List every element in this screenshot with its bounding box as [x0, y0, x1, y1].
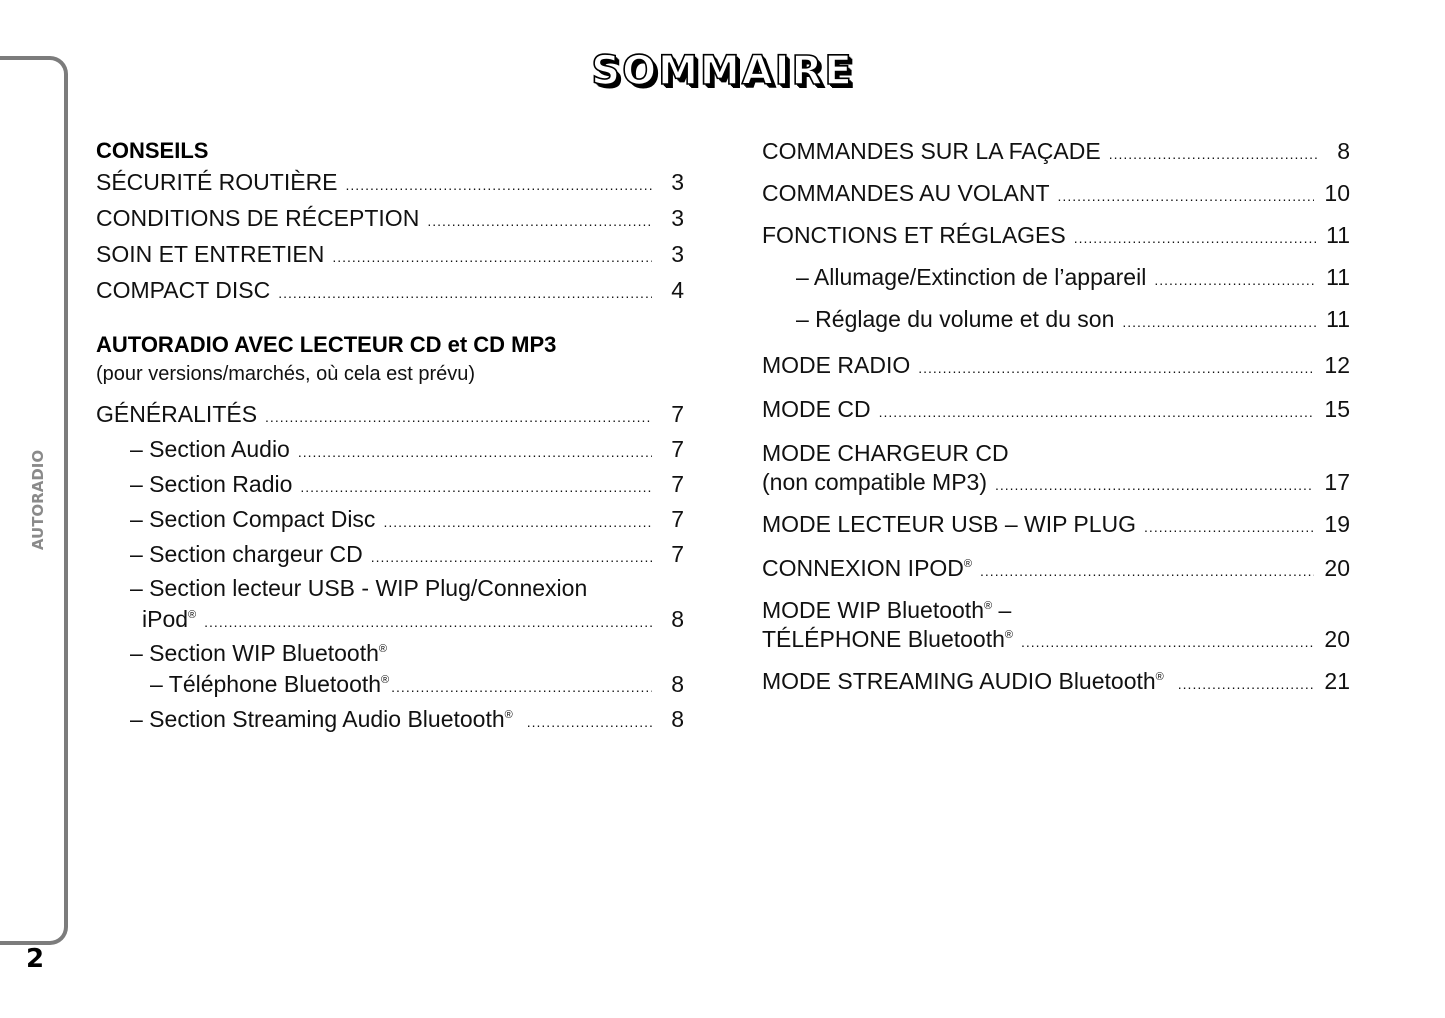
toc-entry-page: 7 — [671, 541, 684, 567]
dot-leader — [427, 205, 652, 238]
toc-entry-page: 8 — [671, 606, 684, 632]
toc-entry[interactable] — [96, 274, 684, 310]
toc-entry-text-line2: (non compatible MP3) — [762, 469, 987, 495]
dot-leader — [383, 506, 652, 538]
toc-entry-text: – Allumage/Extinction de l’appareil — [796, 264, 1147, 290]
toc-entry[interactable] — [96, 166, 684, 202]
toc-entry-line2 — [96, 668, 684, 703]
registered-mark: ® — [188, 609, 197, 621]
registered-mark: ® — [504, 709, 513, 721]
registered-mark: ® — [963, 558, 973, 570]
dot-leader — [527, 706, 652, 738]
toc-entry[interactable] — [762, 220, 1350, 254]
dot-leader — [371, 541, 652, 573]
dot-leader — [1154, 265, 1316, 296]
toc-entry-text: COMMANDES SUR LA FAÇADE — [762, 138, 1101, 164]
dot-leader — [332, 241, 652, 274]
toc-entry-page: 20 — [1324, 626, 1350, 652]
toc-entry[interactable] — [762, 178, 1350, 212]
toc-entry[interactable] — [762, 394, 1350, 428]
toc-entry-text: COMMANDES AU VOLANT — [762, 180, 1050, 206]
toc-entry-text: MODE RADIO — [762, 352, 911, 378]
dot-leader — [204, 606, 652, 638]
registered-mark: ® — [381, 674, 390, 686]
dot-leader — [1144, 512, 1314, 543]
toc-entry-text: GÉNÉRALITÉS — [96, 401, 258, 427]
toc-entry-text-line1: MODE WIP Bluetooth — [762, 597, 984, 623]
toc-entry-text: – Section Audio — [130, 436, 290, 462]
dot-leader — [980, 556, 1314, 587]
toc-entry-page: 11 — [1326, 264, 1350, 290]
toc-entry[interactable] — [96, 238, 684, 274]
dot-leader — [391, 671, 652, 703]
dot-leader — [346, 169, 652, 202]
toc-entry-line2 — [762, 468, 1350, 499]
toc-entry-page: 8 — [671, 671, 684, 697]
toc-entry[interactable] — [96, 398, 684, 433]
toc-entry-page: 12 — [1324, 352, 1350, 378]
toc-entry[interactable] — [96, 538, 684, 573]
toc-entry-page: 17 — [1324, 469, 1350, 495]
toc-entry[interactable] — [96, 433, 684, 468]
registered-mark: ® — [1004, 629, 1014, 641]
dot-leader — [298, 436, 652, 468]
toc-entry[interactable] — [762, 304, 1350, 338]
toc-entry-text: – Section Compact Disc — [130, 506, 376, 532]
registered-mark: ® — [984, 600, 993, 612]
toc-entry-text: CONDITIONS DE RÉCEPTION — [96, 205, 420, 231]
toc-entry[interactable] — [96, 703, 684, 738]
toc-entry-text-line2: – Téléphone Bluetooth — [150, 671, 382, 697]
section-side-label: AUTORADIO — [29, 449, 47, 551]
toc-entry[interactable] — [762, 350, 1350, 384]
toc-entry-page: 19 — [1324, 511, 1350, 537]
registered-mark: ® — [378, 643, 387, 655]
toc-entry-text: MODE CD — [762, 396, 871, 422]
toc-entry-page: 20 — [1324, 555, 1350, 581]
toc-entry-line1-suffix: – — [992, 597, 1012, 623]
toc-entry-page: 3 — [671, 205, 684, 231]
toc-entry-page: 4 — [671, 277, 684, 303]
toc-right-column — [762, 136, 1350, 708]
registered-mark: ® — [1155, 671, 1164, 683]
toc-entry-page: 11 — [1326, 222, 1350, 248]
toc-entry-page: 11 — [1326, 306, 1350, 332]
toc-entry-text: – Réglage du volume et du son — [796, 306, 1115, 332]
toc-entry-text-line2: iPod — [142, 606, 189, 632]
toc-entry[interactable] — [762, 262, 1350, 296]
dot-leader — [1058, 181, 1315, 212]
toc-entry[interactable] — [762, 666, 1350, 700]
toc-entry-page: 3 — [671, 241, 684, 267]
toc-entry-page: 8 — [1337, 138, 1350, 164]
toc-left-column — [96, 136, 684, 738]
toc-entry[interactable] — [96, 468, 684, 503]
toc-entry[interactable] — [96, 202, 684, 238]
toc-entry-page: 3 — [671, 169, 684, 195]
dot-leader — [1109, 139, 1318, 170]
toc-entry-text: CONNEXION IPOD — [762, 555, 964, 581]
toc-entry-text-line1: – Section WIP Bluetooth — [130, 640, 379, 666]
toc-entry-text-line1: – Section lecteur USB - WIP Plug/Connexion — [130, 575, 588, 601]
toc-entry-page: 7 — [671, 471, 684, 497]
toc-entry-page: 21 — [1324, 668, 1350, 694]
dot-leader — [1178, 669, 1315, 700]
toc-entry-line2 — [96, 603, 684, 638]
toc-entry-multiline[interactable] — [762, 438, 1350, 499]
section-heading-autoradio: AUTORADIO AVEC LECTEUR CD et CD MP3 — [96, 332, 557, 357]
dot-leader — [1074, 223, 1316, 254]
dot-leader — [879, 397, 1315, 428]
toc-entry-page: 10 — [1324, 180, 1350, 206]
toc-entry-line2 — [762, 625, 1350, 656]
dot-leader — [1122, 307, 1316, 338]
toc-entry-text: SÉCURITÉ ROUTIÈRE — [96, 169, 338, 195]
toc-entry[interactable] — [762, 553, 1350, 587]
toc-entry-text: SOIN ET ENTRETIEN — [96, 241, 325, 267]
dot-leader — [300, 471, 652, 503]
section-heading-conseils: CONSEILS — [96, 138, 209, 163]
toc-entry-text: FONCTIONS ET RÉGLAGES — [762, 222, 1066, 248]
toc-entry-page: 8 — [671, 706, 684, 732]
toc-entry-multiline[interactable] — [96, 638, 684, 703]
toc-entry-text: – Section Radio — [130, 471, 293, 497]
toc-entry-text: – Section chargeur CD — [130, 541, 363, 567]
page-number: 2 — [26, 944, 45, 974]
toc-entry-page: 7 — [671, 436, 684, 462]
toc-entry-text: – Section Streaming Audio Bluetooth — [130, 706, 505, 732]
toc-entry-text: MODE LECTEUR USB – WIP PLUG — [762, 511, 1137, 537]
toc-entry-multiline[interactable] — [762, 595, 1350, 656]
section-note: (pour versions/marchés, où cela est prévu) — [96, 363, 476, 385]
dot-leader — [278, 277, 652, 310]
toc-entry-text-line1: MODE CHARGEUR CD — [762, 440, 1009, 466]
toc-entry[interactable] — [762, 509, 1350, 543]
toc-entry-text-line2: TÉLÉPHONE Bluetooth — [762, 626, 1005, 652]
toc-entry[interactable] — [96, 503, 684, 538]
toc-entry-multiline[interactable] — [96, 573, 684, 638]
toc-entry-text: MODE STREAMING AUDIO Bluetooth — [762, 668, 1156, 694]
toc-entry-page: 7 — [671, 506, 684, 532]
toc-entry-text: COMPACT DISC — [96, 277, 271, 303]
dot-leader — [995, 471, 1314, 499]
toc-entry-page: 15 — [1324, 396, 1350, 422]
dot-leader — [265, 401, 652, 433]
toc-entry-page: 7 — [671, 401, 684, 427]
toc-entry[interactable] — [762, 136, 1350, 170]
dot-leader — [1021, 628, 1314, 656]
page-title: SOMMAIRE — [591, 48, 854, 94]
dot-leader — [918, 353, 1314, 384]
